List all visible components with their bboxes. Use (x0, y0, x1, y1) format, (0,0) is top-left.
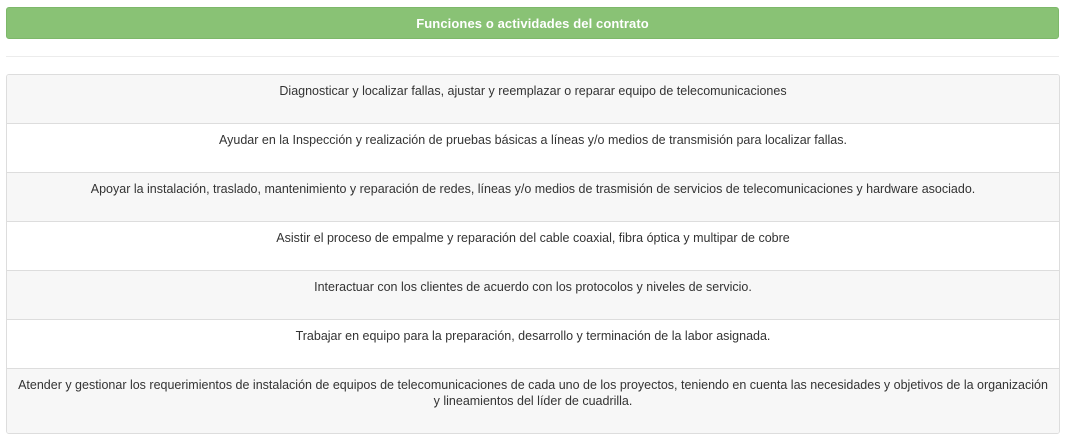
duty-row (7, 271, 1059, 320)
duty-text: Atender y gestionar los requerimientos de instalación de equipos de telecomunicaciones de cada uno de los proyectos, teniendo en cuenta las necesidades y objetivos de la organización y lineamientos del líder de cuadrilla. (18, 378, 1048, 408)
duty-row (7, 173, 1059, 222)
duty-text: Diagnosticar y localizar fallas, ajustar y reemplazar o reparar equipo de telecomunicaciones (279, 84, 787, 98)
duty-text: Apoyar la instalación, traslado, mantenimiento y reparación de redes, líneas y/o medios de trasmisión de servicios de telecomunicaciones y hardware asociado. (90, 182, 976, 196)
duty-text: Asistir el proceso de empalme y reparación del cable coaxial, fibra óptica y multipar de cobre (276, 231, 790, 245)
divider (6, 56, 1059, 57)
section-title: Funciones o actividades del contrato (416, 15, 649, 31)
duty-row (7, 124, 1059, 173)
duty-row (7, 320, 1059, 369)
section-header (6, 7, 1059, 39)
duty-row (7, 75, 1059, 124)
duty-text: Trabajar en equipo para la preparación, desarrollo y terminación de la labor asignada. (295, 329, 771, 343)
duty-row (7, 222, 1059, 271)
duty-text: Interactuar con los clientes de acuerdo con los protocolos y niveles de servicio. (314, 280, 752, 294)
duty-text: Ayudar en la Inspección y realización de pruebas básicas a líneas y/o medios de transmisión para localizar fallas. (219, 133, 847, 147)
duty-row (7, 369, 1059, 433)
duties-table (6, 74, 1060, 434)
